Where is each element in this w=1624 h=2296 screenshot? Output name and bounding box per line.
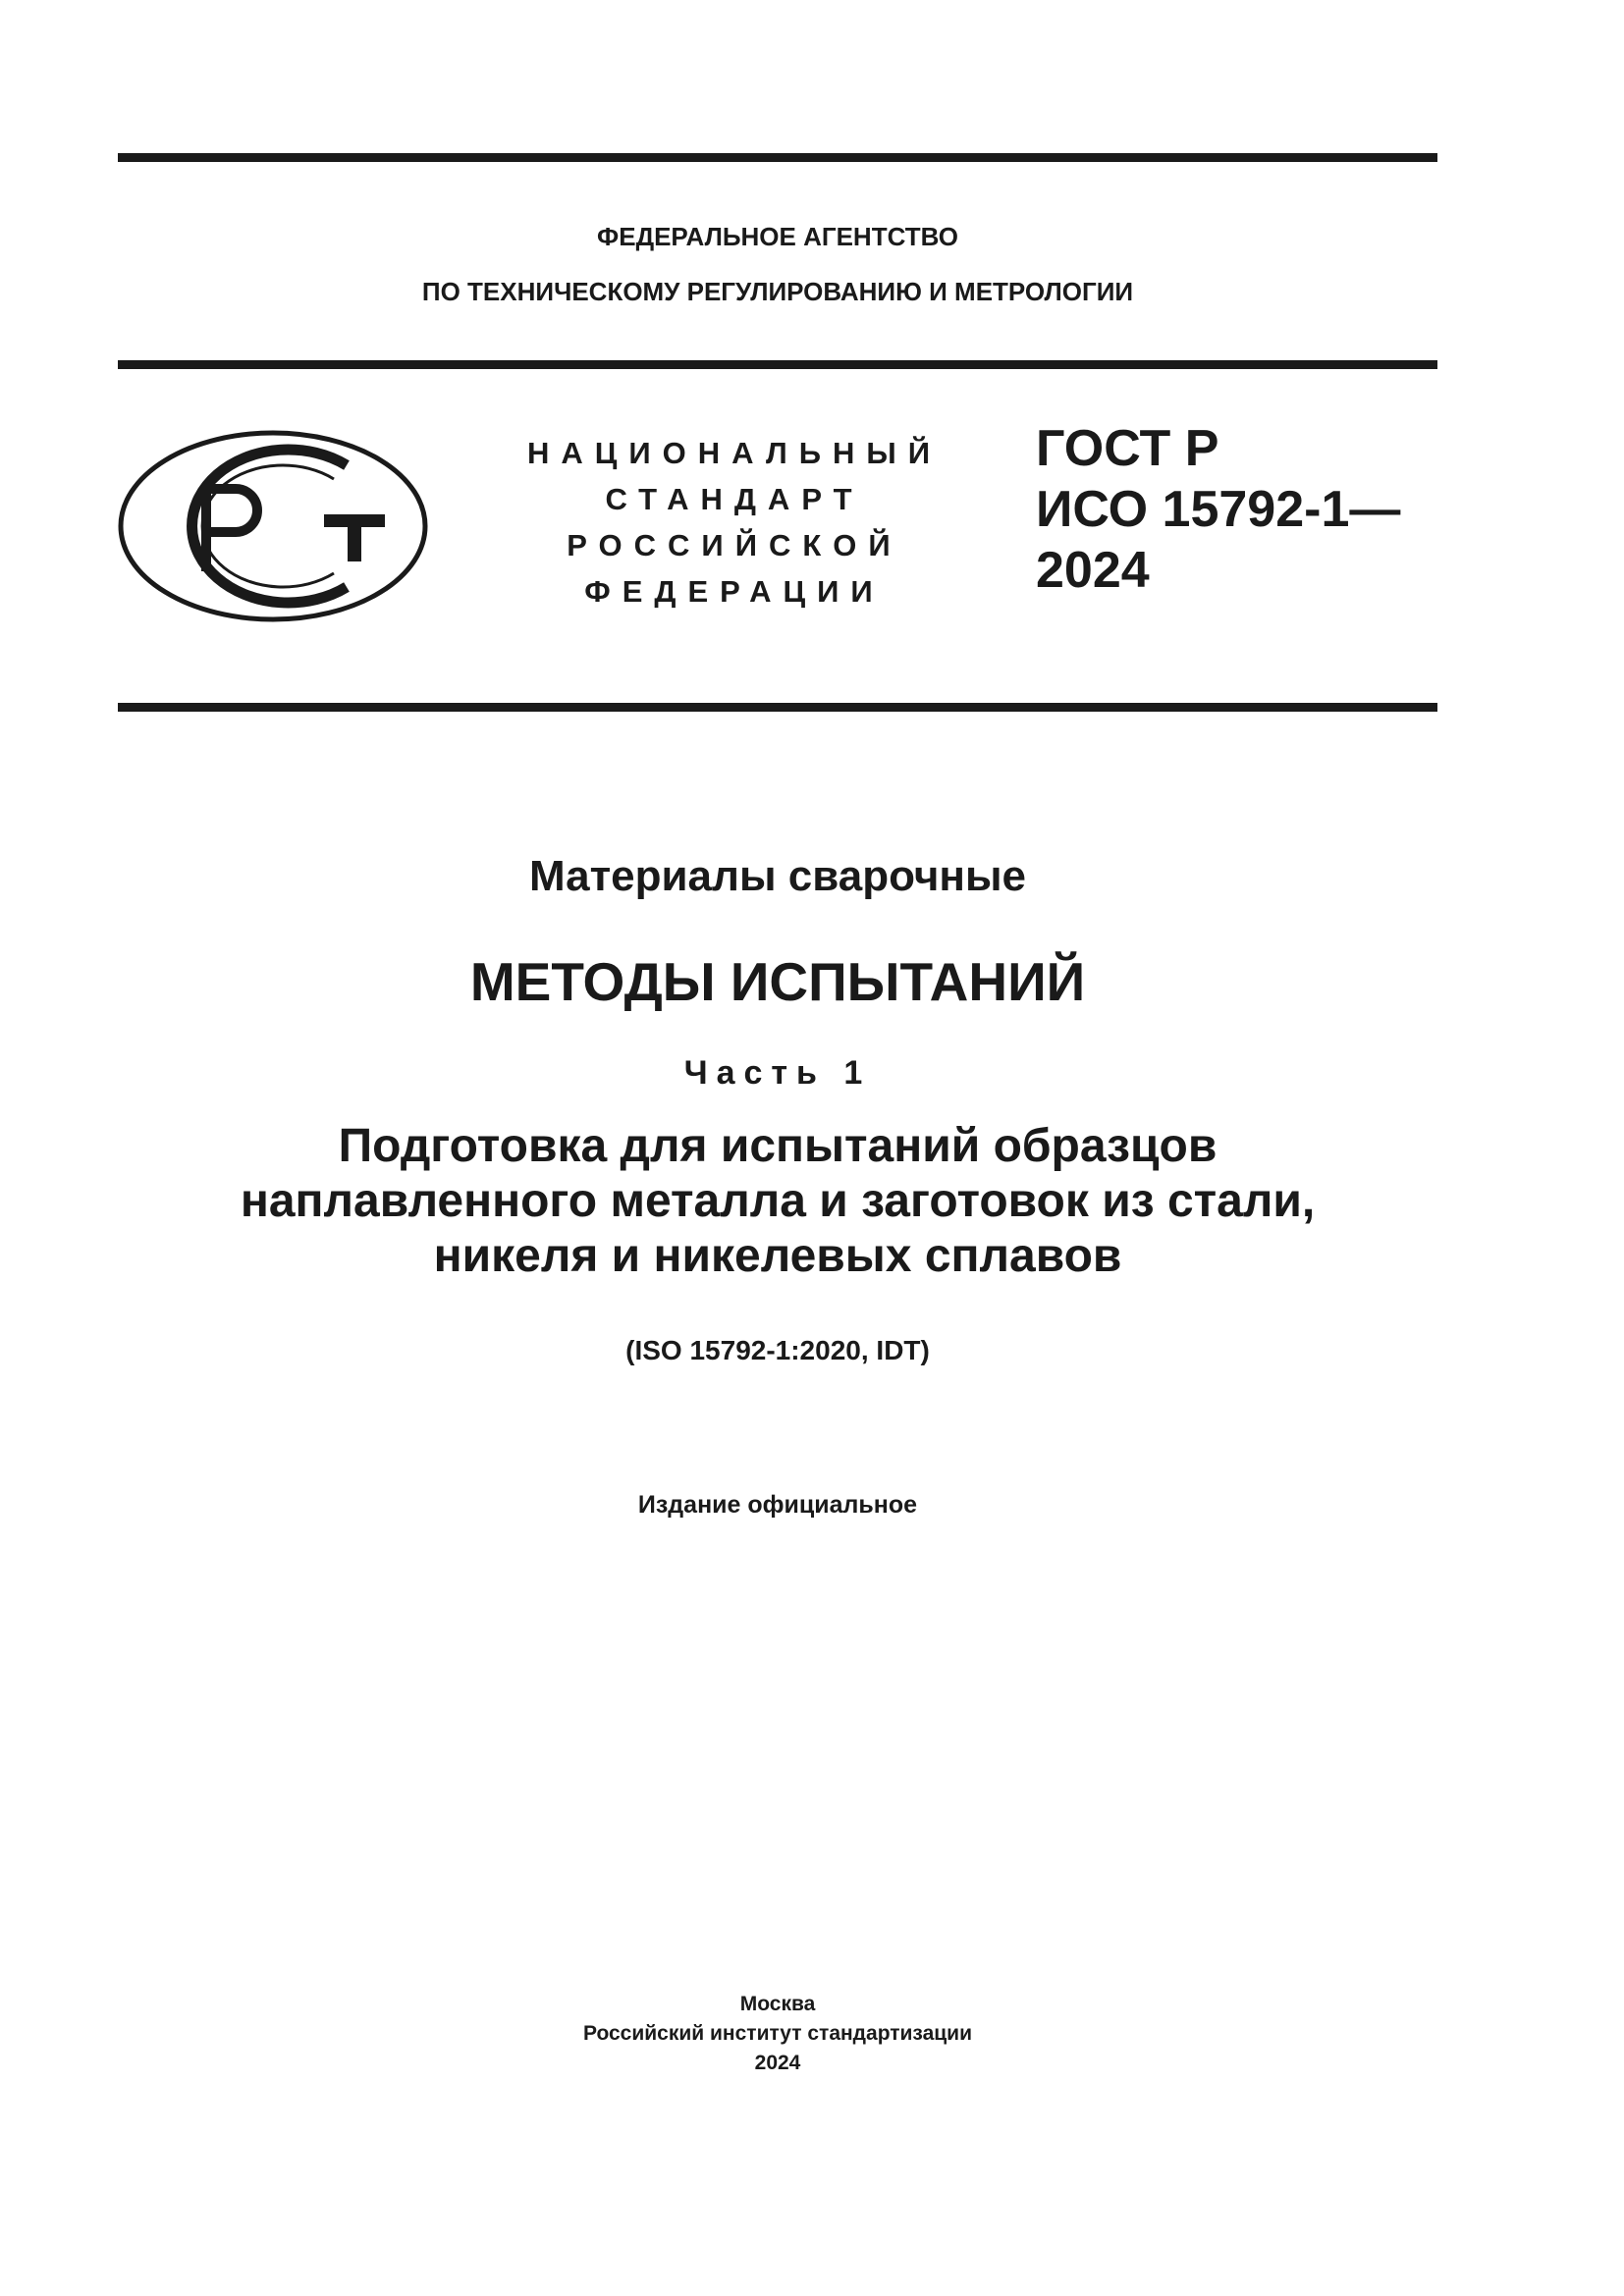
- designation-line-1: ГОСТ Р: [1036, 420, 1219, 477]
- national-standard-line-4: ФЕДЕРАЦИИ: [584, 574, 885, 609]
- rst-certification-mark-icon: [116, 428, 430, 624]
- agency-line-2: ПО ТЕХНИЧЕСКОМУ РЕГУЛИРОВАНИЮ И МЕТРОЛОГИИ: [421, 277, 1134, 306]
- national-standard-line-2: СТАНДАРТ: [605, 482, 864, 516]
- subtitle-line-1: Подготовка для испытаний образцов: [338, 1120, 1218, 1172]
- national-standard-line-3: РОССИЙСКОЙ: [567, 528, 902, 562]
- publisher-year: 2024: [754, 2052, 801, 2074]
- lower-rule: [118, 703, 1437, 712]
- standard-designation: [1036, 418, 1400, 601]
- designation-line-3: 2024: [1036, 542, 1150, 599]
- title-part: Часть 1: [683, 1054, 872, 1092]
- subtitle-line-3: никеля и никелевых сплавов: [433, 1230, 1122, 1282]
- publisher-institute: Российский институт стандартизации: [582, 2022, 973, 2045]
- agency-line-1: ФЕДЕРАЛЬНОЕ АГЕНТСТВО: [597, 222, 958, 251]
- title-methods: МЕТОДЫ ИСПЫТАНИЙ: [469, 951, 1086, 1012]
- national-standard-line-1: НАЦИОНАЛЬНЫЙ: [526, 436, 943, 470]
- top-rule: [118, 153, 1437, 162]
- subtitle-line-2: наплавленного металла и заготовок из стали,: [240, 1175, 1316, 1227]
- publisher-city: Москва: [739, 1993, 816, 2015]
- title-materials: Материалы сварочные: [528, 852, 1027, 900]
- title-subtitle: [118, 1119, 1437, 1284]
- designation-line-2: ИСО 15792-1—: [1036, 481, 1401, 538]
- middle-rule: [118, 360, 1437, 369]
- national-standard-label: [513, 430, 945, 614]
- edition-label: Издание официальное: [637, 1491, 918, 1519]
- iso-reference: (ISO 15792-1:2020, IDT): [625, 1335, 930, 1365]
